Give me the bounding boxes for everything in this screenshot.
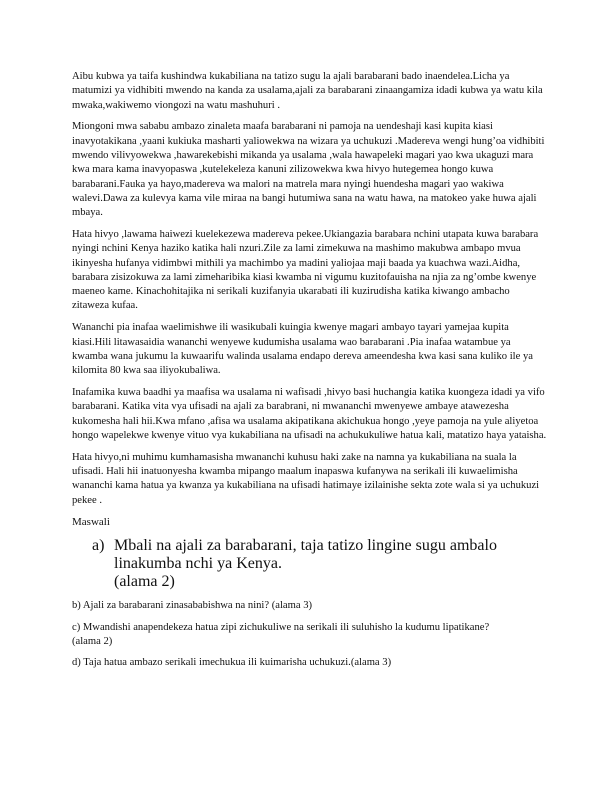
question-a-label: a) bbox=[92, 537, 105, 555]
questions-heading: Maswali bbox=[72, 516, 110, 529]
question-c-marks: (alama 2) bbox=[72, 635, 113, 647]
paragraph-6: Hata hivyo,ni muhimu kumhamasisha mwananchi kuhusu haki zake na namna ya kukabiliana na suala la ufisadi. Hali hii inatuonyesha kwamba mipango maalum inapaswa kufanywa na serikali ili kuwaelimisha wananchi kama hatua ya kwanza ya kukabiliana na ufisadi hatimaye izilainishe sekta zote wala si ya uchukuzi pekee . bbox=[72, 451, 540, 506]
question-c bbox=[72, 621, 548, 650]
question-c-text: c) Mwandishi anapendekeza hatua zipi zichukuliwe na serikali ili suluhisho la kudumu lipatikane? bbox=[72, 621, 490, 633]
question-d: d) Taja hatua ambazo serikali imechukua ili kuimarisha uchukuzi.(alama 3) bbox=[72, 657, 392, 669]
question-b: b) Ajali za barabarani zinasababishwa na nini? (alama 3) bbox=[72, 600, 313, 612]
paragraph-5: Inafamika kuwa baadhi ya maafisa wa usalama ni wafisadi ,hivyo basi huchangia katika kuongeza idadi ya vifo barabarani. Katika vita vya ufisadi na ajali za barabrani, ni mwananchi mwenyewe ambaye atawezesha kukomesha hali hii.Kwa mfano ,afisa wa usalama akipatikana akichukua hongo ,yeye pamoja na yule aliyetoa hongo wapelekwe kwenye vituo vya kukabiliana na ufisadi na achukukuliwe hatua kali, matatizo haya yataisha. bbox=[72, 386, 547, 441]
question-a bbox=[92, 537, 548, 591]
paragraph-1: Aibu kubwa ya taifa kushindwa kukabiliana na tatizo sugu la ajali barabarani bado inaendelea.Licha ya matumizi ya vidhibiti mwendo na kanda za usalama,ajali za barabarani zinaangamiza idadi kubwa ya watu kila mwaka,wakiwemo viongozi na watu mashuhuri . bbox=[72, 71, 543, 111]
question-a-marks: (alama 2) bbox=[114, 573, 175, 591]
paragraph-3: Hata hivyo ,lawama haiwezi kuelekezewa madereva pekee.Ukiangazia barabara nchini utapata kuwa barabara nyingi nchini Kenya haziko katika hali nzuri.Zile za lami zimekuwa na mashimo makubwa ambapo mvua ikinyesha hufanya vidimbwi mithili ya machimbo ya madini yaliojaa maji baada ya kuachwa wazi.Aidha, barabara zisizokuwa za lami zimeharibika kiasi kwamba ni vigumu kuzitofauisha na njia za ng’ombe kwenye maeneo kame. Kinachohitajika ni serikali kuzifanyia ukarabati ili kuzirudisha katika kiwango ambacho zitaweza kufaa. bbox=[72, 228, 539, 312]
question-a-text: Mbali na ajali za barabarani, taja tatizo lingine sugu ambalo linakumba nchi ya Kenya. bbox=[114, 537, 497, 573]
paragraph-4: Wananchi pia inafaa waelimishwe ili wasikubali kuingia kwenye magari ambayo tayari yamejaa kupita kiasi.Hili litawasaidia wananchi wenyewe kudumisha usalama wao barabarani .Pia inafaa watambue ya kwamba wana jukumu la kuwaarifu walinda usalama endapo dereva ameendesha kwa kasi sana kuliko ile ya kilomita 80 kwa saa iliyokubaliwa. bbox=[72, 322, 533, 377]
paragraph-2: Miongoni mwa sababu ambazo zinaleta maafa barabarani ni pamoja na uendeshaji kasi kupita kiasi inavyotakikana ,yaani kukiuka masharti yaliowekwa na wizara ya uchukuzi .Madereva wengi hung’oa vidhibiti mwendo vilivyowekwa ,hawarekebishi mikanda ya usalama ,wala hawapeleki magari yao kwa ukaguzi mara kwa mara kama inavyopaswa ,kutelekeleza kanuni zilizowekwa kwa hivyo hutegemea hongo kuwa barabarani.Fauka ya hayo,madereva wa malori na matrela mara nyingi huendesha magari yao wakiwa walevi.Dawa za kulevya kama vile miraa na bangi hutumiwa sana na watu hawa, na matokeo yake huwa ajali mbaya. bbox=[72, 121, 545, 219]
question-a-body bbox=[114, 537, 548, 591]
